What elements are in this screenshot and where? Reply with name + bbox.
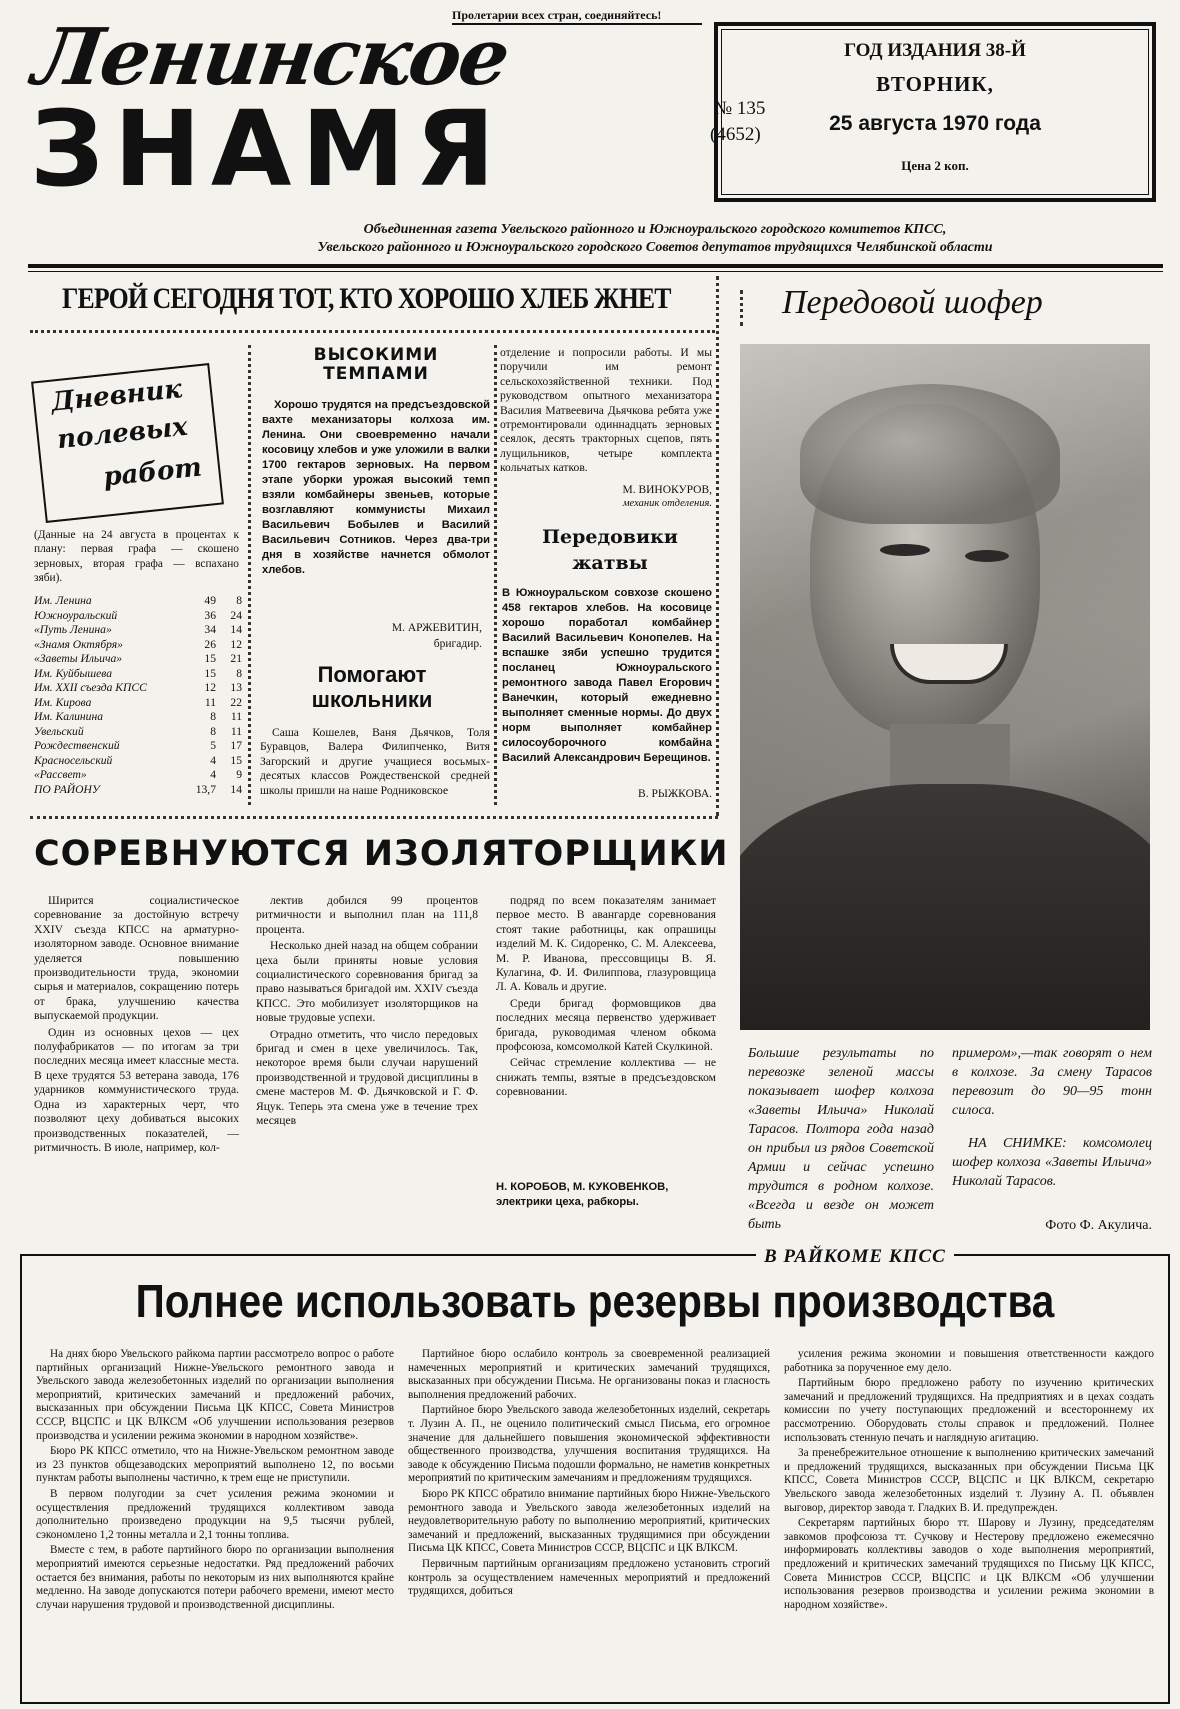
article-schoolkids-signature: М. ВИНОКУРОВ,: [622, 484, 712, 496]
article-schoolkids-text: Саша Кошелев, Ваня Дьячков, Толя Буравцов, Валера Филипченко, Витя Загорский и другие учащиеся восьмых-десятых классов Рождественской средней школы пришли на наше Родниковское: [260, 726, 490, 797]
slogan: Пролетарии всех стран, соединяйтесь!: [452, 8, 702, 25]
driver-title: Передовой шофер: [782, 284, 1043, 321]
tally-plowed-pct: 14: [230, 782, 242, 796]
tally-farm-name: «Знамя Октября»: [34, 637, 123, 651]
tally-farm-name: Рождественский: [34, 739, 120, 752]
paragraph: Партийным бюро предложено работу по изучению критических замечаний и предложений трудящихся. На предприятиях и в цехах создать комиссии по учету поступающих предложений и всестороннему их рассмотрению. Оборудовать столы справок и предложений. Полнее использовать стенную печать и наглядную агитацию.: [784, 1377, 1154, 1444]
raikom-col3: [784, 1348, 1154, 1614]
tally-harvested-pct: 13,7: [195, 782, 216, 796]
tally-row: [34, 652, 242, 667]
tally-plowed-pct: 14: [230, 623, 242, 636]
tally-harvested-pct: 49: [204, 594, 216, 607]
paragraph: Несколько дней назад на общем собрании цеха были приняты новые условия социалистического соревнования бригад за право называться бригадой им. XXIV съезда КПСС. Это мобилизует изоляторщиков на новые трудовые успехи.: [256, 939, 478, 1025]
tally-row: [34, 609, 242, 624]
tally-row: [34, 594, 242, 609]
newspaper-title-line1: Ленинское: [27, 12, 514, 103]
paragraph: Отрадно отметить, что число передовых бригад и смен в цехе увеличилось. Так, некоторое время были случаи нарушений производственной и трудовой дисциплины в смене мастеров М. Ф. Дьячковской и Г. Ф. Яцук. Теперь эта смена уже в течение трех месяцев: [256, 1027, 478, 1128]
tally-row: [34, 696, 242, 711]
tally-row: [34, 768, 242, 783]
tally-harvested-pct: 15: [204, 666, 216, 680]
weekday: ВТОРНИК,: [876, 72, 994, 96]
photo-eye-left: [880, 544, 930, 556]
paragraph: усиления режима экономии и повышения ответственности каждого работника за порученное ему дело.: [784, 1348, 1154, 1374]
vdots-b: [494, 345, 497, 805]
tally-plowed-pct: 21: [230, 652, 242, 665]
masthead-rule-thin: [28, 271, 1163, 272]
tally-farm-name: «Заветы Ильича»: [34, 652, 123, 665]
tally-harvested-pct: 36: [204, 608, 216, 622]
tally-plowed-pct: 24: [230, 608, 242, 622]
tally-harvested-pct: 8: [210, 724, 216, 738]
issue-date: 25 августа 1970 года: [829, 112, 1041, 135]
article-high-pace-title: ВЫСОКИМИ ТЕМПАМИ: [313, 345, 439, 384]
tally-plowed-pct: 13: [230, 681, 242, 694]
tally-plowed-pct: 17: [230, 739, 242, 752]
tally-farm-name: Им. Кирова: [34, 695, 92, 709]
raikom-title: Полнее использовать резервы производства: [135, 1275, 1055, 1327]
tally-harvested-pct: 8: [210, 710, 216, 723]
article-leaders-title: Передовики жатвы: [542, 526, 678, 574]
paragraph: Партийное бюро Увельского завода железобетонных изделий, секретарь т. Лузин А. П., не оценило политический смысл Письма, его огромное значение для дальнейшего повышения экономической эффективности общественного производства, улучшения воспитания трудящихся. На заводе к обсуждению Письма подошли формально, не наметив конкретных мероприятий по критическим замечаниям и предложениям трудящихся.: [408, 1404, 770, 1485]
tally-row: [34, 783, 242, 798]
insulators-col2: [256, 894, 478, 1131]
paragraph: Сейчас стремление коллектива — не снижать темпы, взятые в предсъездовском соревновании.: [496, 1056, 716, 1099]
tally-row: [34, 725, 242, 740]
tally-row: [34, 754, 242, 769]
tally-harvested-pct: 4: [210, 768, 216, 781]
subtitle-line1: Объединенная газета Увельского районного и Южноуральского городского комитетов КПСС,: [363, 222, 947, 237]
photo-eye-right: [965, 550, 1009, 562]
paragraph: Бюро РК КПСС отметило, что на Нижне-Увельском ремонтном заводе из 23 пунктов общезаводских мероприятий выполнено 12, по восьми пунктам работы выполнены частично, к трем еще не приступили.: [36, 1445, 394, 1485]
article-schoolkids-role: механик отделения.: [622, 498, 712, 509]
raikom-col2: [408, 1348, 770, 1601]
driver-caption-col2: примером»,—так говорят о нем в колхозе. За смену Тарасов перевозит до 90—95 тонн силоса.: [952, 1046, 1152, 1118]
issue-total: (4652): [710, 124, 761, 145]
tally-farm-name: Им. Калинина: [34, 710, 104, 723]
driver-caption-col1: Большие результаты по перевозке зеленой массы показывает шофер колхоза «Заветы Ильича» Николай Тарасов. Полтора года назад он прибыл из рядов Советской Армии и сейчас успешно трудится в родном колхозе. «Всегда и везде он может быть: [748, 1046, 934, 1232]
tally-plowed-pct: 9: [236, 768, 242, 781]
tally-harvested-pct: 5: [210, 739, 216, 752]
tally-farm-name: Им. Ленина: [34, 594, 92, 607]
article-high-pace-signature: М. АРЖЕВИТИН,: [391, 622, 482, 634]
paragraph: На днях бюро Увельского райкома партии рассмотрело вопрос о работе партийных организаций Нижне-Увельского ремонтного завода и Увельского завода железобетонных изделий по организации выполнения мероприятий, критических замечаний и предложений рабочих, высказанных при обсуждении Письма ЦК КПСС, Совета Министров СССР, ВЦСПС и ЦК ВЛКСМ «Об улучшении использования резервов производства и усилении режима экономии в народном хозяйстве».: [36, 1348, 394, 1442]
tally-farm-name: Красносельский: [34, 753, 113, 767]
field-work-tally: [34, 594, 242, 797]
photo-credit: Фото Ф. Акулича.: [1045, 1218, 1152, 1233]
insulators-col3: [496, 894, 716, 1102]
paragraph: Ширится социалистическое соревнование за достойную встречу XXIV съезда КПСС на арматурно-изоляторном заводе. Основное внимание уделяется повышению производительности труда, экономии сырья и материалов, сокращению потерь от брака, улучшению качества выпускаемой продукции.: [34, 894, 239, 1023]
tally-farm-name: «Рассвет»: [34, 768, 87, 781]
tally-row: [34, 638, 242, 653]
raikom-col1: [36, 1348, 394, 1614]
price: Цена 2 коп.: [901, 158, 969, 173]
masthead-rule: [28, 264, 1163, 268]
issue-number: № 135: [714, 98, 766, 119]
paragraph: За пренебрежительное отношение к выполнению критических замечаний и предложений трудящихся, высказанных при обсуждении Письма ЦК КПСС, Совета Министров СССР, ВЦСПС и ЦК ВЛКСМ, секретарю Увельского завода железобетонных изделий т. Лузину А. П. объявлен выговор, директор завода т. Гладких В. И. предупрежден.: [784, 1447, 1154, 1514]
paragraph: Первичным партийным организациям предложено установить строгий контроль за осуществлением намеченных мероприятий и предложений трудящихся, добиться: [408, 1557, 770, 1598]
insulators-title: СОРЕВНУЮТСЯ ИЗОЛЯТОРЩИКИ: [34, 834, 729, 874]
paragraph: Один из основных цехов — цех полуфабрикатов — по итогам за три последних месяца имеет классные места. В цехе трудятся 53 ветерана завода, 176 ударников коммунистического труда. Одна из характерных черт, что позволяют цеху добиваться высоких производственных показателей, — ритмичность. В июле, например, кол-: [34, 1025, 239, 1154]
date-box: [714, 22, 1156, 202]
tally-farm-name: «Путь Ленина»: [34, 623, 112, 636]
tally-plowed-pct: 8: [236, 666, 242, 680]
insulators-col1: [34, 894, 239, 1157]
tally-row: [34, 681, 242, 696]
tally-harvested-pct: 12: [204, 681, 216, 694]
tally-row: [34, 623, 242, 638]
paragraph: Среди бригад формовщиков два последних месяца первенство удерживает бригада, руководимая членом обкома профсоюза, комсомолкой Катей Скулкиной.: [496, 996, 716, 1054]
harvest-banner: ГЕРОЙ СЕГОДНЯ ТОТ, КТО ХОРОШО ХЛЕБ ЖНЕТ: [62, 282, 671, 315]
paragraph: подряд по всем показателям занимает первое место. В авангарде соревнования стоят такие работницы, как опрашицы изделий М. К. Сидоренко, С. М. Алексеева, М. Р. Иванова, прессовщицы В. Я. Кулагина, Ф. И. Филиппова, глазуровщица Л. А. Коваль и другие.: [496, 894, 716, 994]
diary-graphic: [31, 363, 224, 523]
raikom-rubric: В РАЙКОМЕ КПСС: [756, 1246, 954, 1268]
paragraph: Партийное бюро ослабило контроль за своевременной реализацией намеченных мероприятий и критических замечаний трудящихся, высказанных при обсуждении Письма. Не организованы показ и гласность выполнения предложений рабочих.: [408, 1348, 770, 1401]
tally-harvested-pct: 15: [204, 652, 216, 665]
tally-harvested-pct: 26: [204, 637, 216, 651]
article-schoolkids-title: Помогают школьники: [311, 662, 433, 712]
tally-farm-name: Увельский: [34, 724, 84, 738]
paragraph: Бюро РК КПСС обратило внимание партийных бюро Нижне-Увельского ремонтного завода и Увельского завода железобетонных изделий на неудовлетворительную работу по выполнению мероприятий, критических замечаний и предложений, высказанных трудящимися при обсуждении Письма ЦК КПСС, Совета Министров СССР, ВЦСПС и ЦК ВЛКСМ.: [408, 1487, 770, 1555]
tally-row: [34, 710, 242, 725]
photo-shirt: [740, 784, 1150, 1030]
tally-farm-name: Им. Куйбышева: [34, 666, 113, 680]
subtitle-line2: Увельского районного и Южноуральского городского Советов депутатов трудящихся Челябинской области: [317, 240, 993, 255]
tally-harvested-pct: 4: [210, 753, 216, 767]
tally-row: [34, 739, 242, 754]
tally-farm-name: Им. XXII съезда КПСС: [34, 681, 147, 694]
tally-harvested-pct: 11: [204, 695, 216, 709]
insulators-signature: Н. КОРОБОВ, М. КУКОВЕНКОВ, электрики цеха, рабкоры.: [496, 1181, 669, 1208]
title-mark: [740, 290, 755, 326]
section-rule: [30, 816, 718, 819]
photo-hair: [800, 384, 1060, 524]
tally-harvested-pct: 34: [204, 623, 216, 636]
article-leaders-signature: В. РЫЖКОВА.: [638, 788, 712, 800]
diary-line3: работ: [101, 452, 204, 493]
tally-plowed-pct: 15: [230, 753, 242, 767]
vdots-a: [248, 345, 251, 805]
article-schoolkids-continued: отделение и попросили работы. И мы поручили им ремонт сельскохозяйственной техники. Под руководством опытного механизатора Василия Матвеевича Дьячкова ребята уже отремонтировали одиннадцать зерновых сеялок, десять тракторных сцепов, пять лущильников, четыре комплекта кольчатых катков.: [500, 346, 712, 475]
tally-plowed-pct: 11: [230, 710, 242, 723]
tally-farm-name: Южноуральский: [34, 608, 118, 622]
tally-plowed-pct: 12: [230, 637, 242, 651]
publication-year: ГОД ИЗДАНИЯ 38-Й: [844, 40, 1026, 61]
diary-line1: Дневник: [49, 374, 184, 418]
tally-farm-name: ПО РАЙОНУ: [34, 782, 100, 796]
paragraph: лектив добился 99 процентов ритмичности и выполнил план на 111,8 процента.: [256, 894, 478, 936]
article-high-pace-text: Хорошо трудятся на предсъездовской вахте механизаторы колхоза им. Ленина. Они своевременно начали косовицу хлебов и уже уложили в валки 1700 гектаров зерновых. На первом этапе уборки урожая высокий темп взяли комбайнеры звеньев, которые возглавляют коммунисты Михаил Васильевич Бобылев и Василий Васильевич Сотников. Через два-три дня в хозяйстве начнется обмолот хлебов.: [262, 399, 490, 576]
diary-line2: полевых: [55, 411, 190, 456]
driver-photo-note: НА СНИМКЕ: комсомолец шофер колхоза «Заветы Ильича» Николай Тарасов.: [952, 1136, 1152, 1189]
paragraph: Вместе с тем, в работе партийного бюро по организации выполнения мероприятий имеются серьезные недостатки. Ряд предложений рабочих остается без внимания, работы по некоторым из них выполняются крайне медленно. На заводе допускаются потери рабочего времени, имеют место случаи нарушения трудовой и производственной дисциплины.: [36, 1544, 394, 1611]
article-leaders-text: В Южноуральском совхозе скошено 458 гектаров хлебов. На косовице хорошо поработал комбайнер Василий Васильевич Конопелев. На вспашке зяби успешно трудится посланец Южноуральского ремонтного завода Павел Егорович Ванечкин, который ежедневно выполняет сменные нормы. До двух норм выполняет комбайнер силосоуборочного комбайна Василий Александрович Берещинов.: [502, 587, 712, 764]
tally-plowed-pct: 22: [230, 695, 242, 709]
banner-rule: [30, 330, 715, 333]
driver-photo: [740, 344, 1150, 1030]
article-high-pace-role: бригадир.: [433, 638, 482, 650]
paragraph: В первом полугодии за счет усиления режима экономии и осуществления предложений трудящихся коллективом завода дополнительно произведено продукции на 9,5 тысячи рублей, сэкономлено 1,2 тонны металла и 2,1 тонны топлива.: [36, 1487, 394, 1541]
vdots-right: [716, 276, 719, 816]
tally-plowed-pct: 8: [236, 594, 242, 607]
paragraph: Секретарям партийных бюро тт. Шарову и Лузину, председателям завкомов профсоюза тт. Сучкову и Нестерову предложено ежемесячно информировать коллективы заводов о ходе выполнения мероприятий, предложений и критических замечаний трудящихся по Письму ЦК КПСС, Совета Министров СССР, ВЦСПС и ЦК ВЛКСМ «Об улучшении использования резервов производства и усилении режима экономии в народном хозяйстве».: [784, 1517, 1154, 1611]
newspaper-title-line2: ЗНАМЯ: [30, 88, 505, 210]
tally-plowed-pct: 11: [230, 724, 242, 738]
tally-row: [34, 667, 242, 682]
tally-note: (Данные на 24 августа в процентах к плану: первая графа — скошено зерновых, вторая графа — вспахано зяби).: [34, 529, 239, 585]
